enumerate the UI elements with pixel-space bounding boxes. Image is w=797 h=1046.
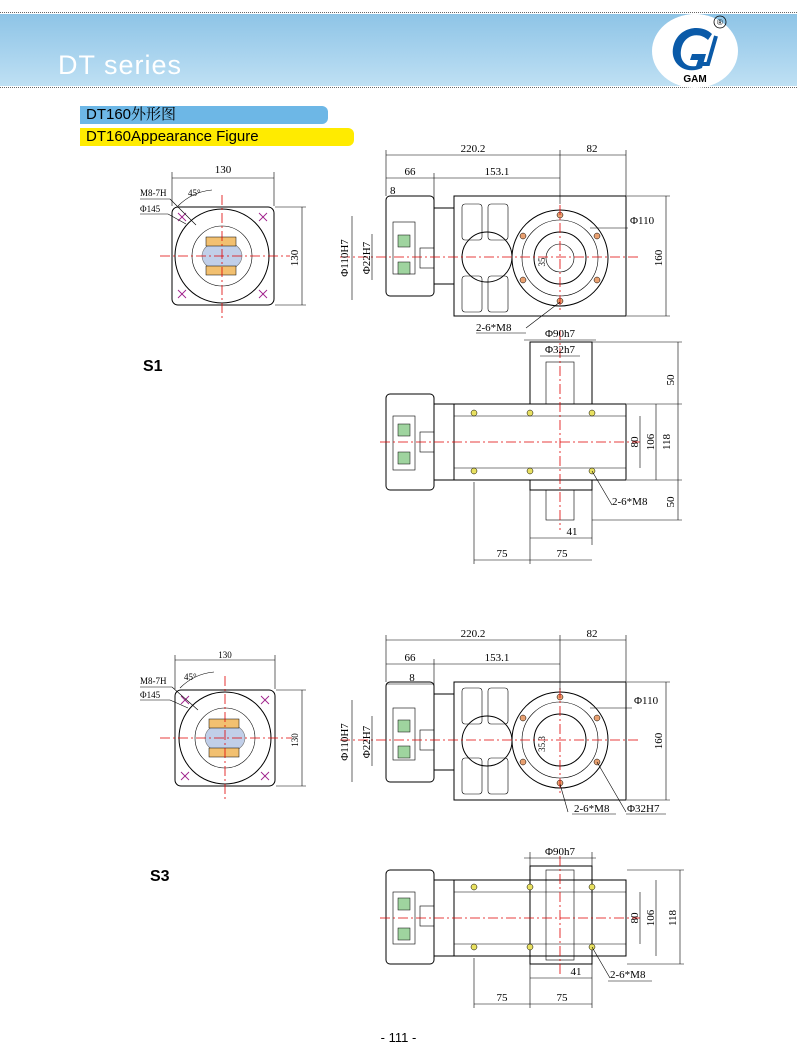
s1-dim-8: 8 (390, 185, 396, 197)
s3-side-m8: 2-6*M8 (574, 803, 610, 815)
s1-dim-220: 220.2 (460, 143, 486, 155)
s3-dim-8: 8 (409, 672, 415, 684)
s1-dim-50b: 50 (665, 496, 677, 508)
s1-thread-label: M8-7H (140, 188, 167, 198)
s1-side-m8: 2-6*M8 (476, 322, 512, 334)
s3-dim-32h7: Φ32H7 (627, 803, 660, 815)
s1-dim-106: 106 (645, 433, 657, 451)
page-number: - 111 - (380, 1030, 417, 1045)
s1-top-view (380, 328, 682, 564)
registered-mark: ® (717, 18, 723, 27)
s1-dim-32h7: Φ32h7 (544, 344, 576, 356)
s1-side-view (339, 143, 670, 334)
s1-dim-35: 35 (537, 257, 547, 267)
s3-dim-220: 220.2 (460, 628, 486, 640)
s3-dim-41: 41 (570, 966, 582, 978)
s3-thread-label: M8-7H (140, 676, 167, 686)
s3-front-width-label: 130 (218, 650, 232, 660)
s1-pcd-label: Φ145 (140, 204, 161, 214)
s3-dim-22h7: Φ22H7 (361, 725, 373, 759)
s1-dim-110h7: Φ110H7 (339, 239, 351, 277)
title-tag-english: DT160Appearance Figure (80, 128, 354, 146)
s1-dim-90h7: Φ90h7 (544, 328, 576, 340)
s3-dim-153: 153.1 (484, 652, 510, 664)
s1-front-view (140, 164, 306, 318)
s3-dim-106: 106 (645, 909, 657, 927)
s3-dim-66: 66 (404, 652, 416, 664)
s3-side-view (339, 628, 670, 815)
s3-pcd-label: Φ145 (140, 690, 161, 700)
section-label-s1: S1 (143, 358, 163, 375)
s3-dim-90h7: Φ90h7 (544, 846, 576, 858)
s3-dim-118: 118 (667, 909, 679, 927)
s3-dim-110: Φ110 (634, 695, 659, 707)
section-label-s3: S3 (150, 868, 170, 885)
s3-angle-label: 45° (184, 672, 197, 682)
s3-dim-35: 35.3 (537, 736, 547, 752)
s3-top-view (380, 846, 684, 1008)
s1-dim-82: 82 (586, 143, 598, 155)
s1-dim-50a: 50 (665, 374, 677, 386)
s3-dim-75a: 75 (496, 992, 508, 1004)
s1-top-m8: 2-6*M8 (612, 496, 648, 508)
s1-dim-66: 66 (404, 166, 416, 178)
s3-dim-110h7: Φ110H7 (339, 723, 351, 761)
s1-dim-22h7: Φ22H7 (361, 241, 373, 275)
s3-dim-80: 80 (629, 912, 641, 924)
s1-front-height-label: 130 (289, 249, 301, 267)
logo-text: GAM (683, 74, 707, 85)
s1-dim-75b: 75 (556, 548, 568, 560)
s1-front-width-label: 130 (214, 164, 232, 176)
s1-dim-118: 118 (661, 433, 673, 451)
s3-top-m8: 2-6*M8 (610, 969, 646, 981)
header-title: DT series (58, 50, 183, 80)
s1-dim-153: 153.1 (484, 166, 510, 178)
s1-dim-80: 80 (629, 436, 641, 448)
s3-dim-82: 82 (586, 628, 598, 640)
s1-dim-75a: 75 (496, 548, 508, 560)
s3-dim-160: 160 (653, 732, 665, 750)
s3-front-view (140, 650, 306, 800)
s1-dim-41: 41 (566, 526, 578, 538)
s1-dim-160: 160 (653, 249, 665, 267)
s3-dim-75b: 75 (556, 992, 568, 1004)
title-tag-chinese: DT160外形图 (80, 106, 328, 124)
s3-front-height-label: 130 (290, 733, 300, 747)
s1-angle-label: 45° (188, 188, 201, 198)
s1-dim-110: Φ110 (630, 215, 655, 227)
